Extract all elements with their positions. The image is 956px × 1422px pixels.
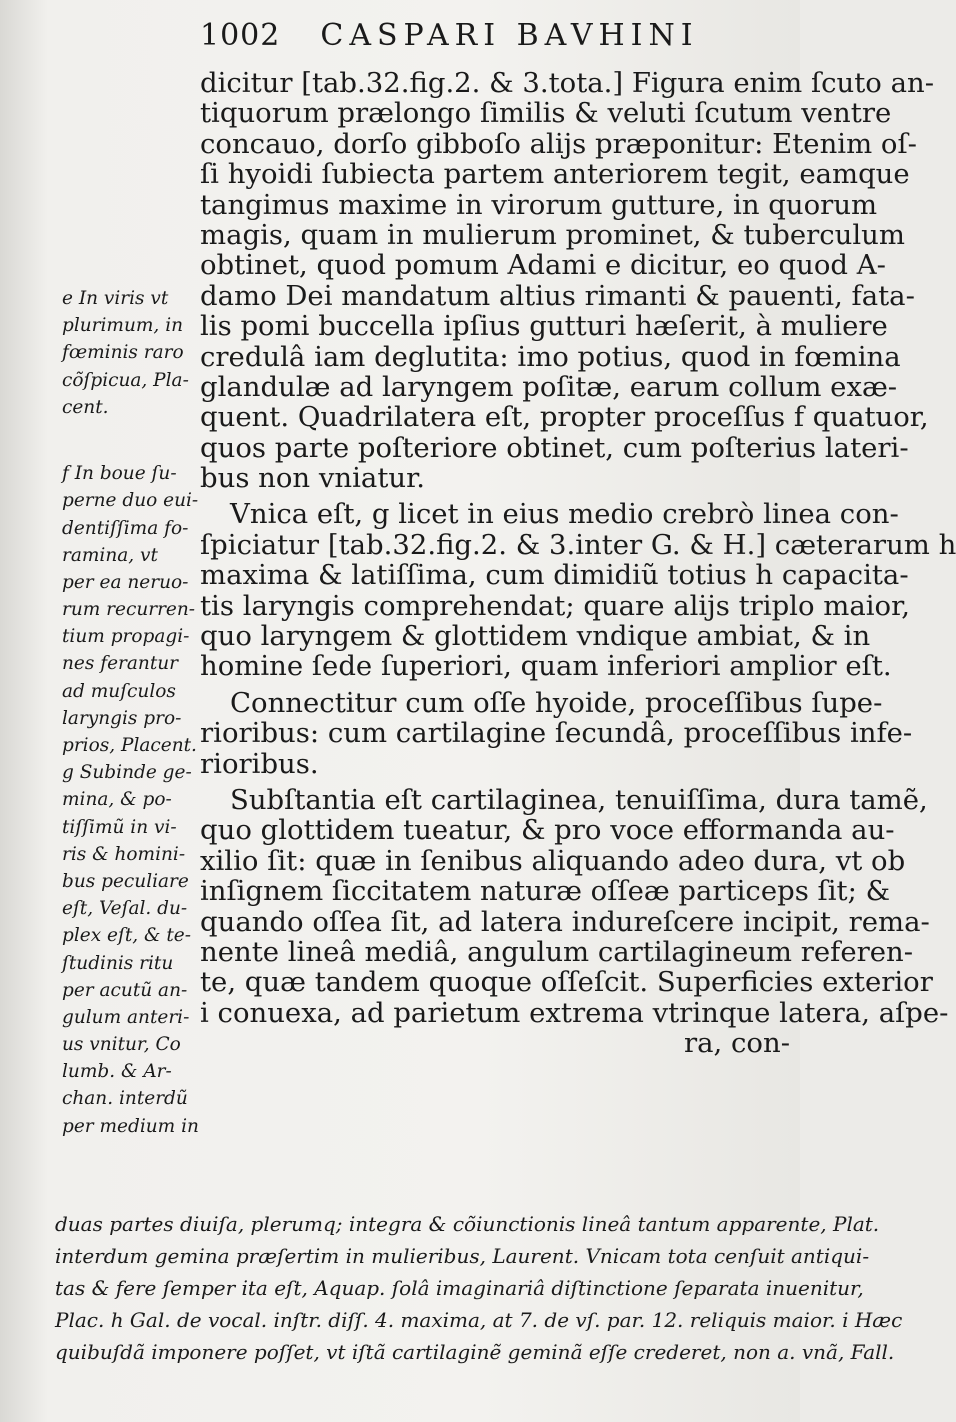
text-line: bus non vniatur. [200,462,425,495]
margin-note-line: mina, & po- [62,789,172,811]
text-line: i conuexa, ad parietum extrema vtrinque latera, aſpe- [200,996,949,1029]
text-line: xilio ſit: quæ in ſenibus aliquando adeo dura, vt ob [200,844,906,877]
margin-note-line: per ea neruo- [62,571,189,593]
text-line: lis pomi buccella ipſius gutturi hæſerit, à muliere [200,310,888,343]
text-line: maxima & latiſſima, cum dimidiũ totius h capacita- [200,559,909,592]
text-line: inſignem ſiccitatem naturæ oſſeæ particeps ſit; & [200,875,891,908]
text-line: tiquorum prælongo ſimilis & veluti ſcutum ventre [200,97,892,130]
margin-note-line: ad muſculos [62,680,176,702]
text-line: quent. Quadrilatera eſt, propter proceſſus f quatuor, [200,401,929,434]
text-line: rioribus: cum cartilagine ſecundâ, proceſſibus infe- [200,717,913,750]
text-line: quo laryngem & glottidem vndique ambiat, & in [200,620,871,653]
margin-note-line: eſt, Veſal. du- [62,898,188,920]
margin-note-line: chan. interdũ [62,1088,188,1110]
footnote-line: quibuſdã imponere poſſet, vt iſtã cartilaginẽ geminã eſſe crederet, non a. vnã, Fall. [55,1340,895,1364]
text-line: obtinet, quod pomum Adami e dicitur, eo quod A- [200,249,886,282]
margin-note-line [62,421,200,448]
text-line: credulâ iam deglutita: imo potius, quod in fœmina [200,340,901,373]
margin-note-line: per medium in [62,1115,199,1137]
margin-note-line: tiſſimũ in vi- [62,816,177,838]
margin-note-line: cõſpicua, Pla- [62,369,189,391]
margin-note-line: lumb. & Ar- [62,1061,172,1083]
margin-note-line: perne duo eui- [62,490,199,512]
margin-note-line: us vnitur, Co [62,1034,181,1056]
footnote-line: duas partes diuiſa, plerumq; integra & cõiunctionis lineâ tantum apparente, Plat. [55,1212,880,1236]
margin-note-line: ramina, vt [62,544,158,566]
main-text-column [200,67,956,1060]
margin-note-line: dentiſſima fo- [62,517,189,539]
margin-notes [62,285,200,1140]
margin-note-line: plurimum, in [62,315,184,337]
text-line: tangimus maxime in virorum gutture, in quorum [200,188,878,221]
text-line: ſi hyoidi ſubiecta partem anteriorem tegit, eamque [200,158,910,191]
margin-note-line: rum recurren- [62,599,196,621]
footnotes [55,1208,903,1368]
margin-note-line: plex eſt, & te- [62,925,191,947]
text-line: dicitur [tab.32.fig.2. & 3.tota.] Figura enim ſcuto an- [200,67,935,99]
footnote-line: interdum gemina præſertim in mulieribus, Laurent. Vnicam tota cenſuit antiqui- [55,1244,870,1268]
margin-note-line: gulum anteri- [62,1006,190,1028]
running-title: CASPARI BAVHINI [320,18,699,53]
margin-note-line: prios, Placent. [62,735,197,756]
text-line: homine ſede ſuperiori, quam inferiori amplior eſt. [200,650,892,683]
text-line: te, quæ tandem quoque oſſeſcit. Superficies exterior [200,966,933,999]
text-line: magis, quam in mulierum prominet, & tuberculum [200,218,905,251]
footnote-line: tas & fere ſemper ita eſt, Aquap. ſolâ imaginariâ diſtinctione ſeparata inuenitur, [55,1276,864,1300]
text-line: damo Dei mandatum altius rimanti & pauenti, fata- [200,279,915,312]
paragraph-start-line: Vnica eſt, g licet in eius medio crebrò linea con- [230,498,899,531]
footnote-line: Plac. h Gal. de vocal. inſtr. diſſ. 4. maxima, at 7. de vſ. par. 12. reliquis maior. i Hæc [55,1308,903,1332]
text-line: quos parte poſteriore obtinet, cum poſterius lateri- [200,431,909,464]
margin-note-line: e In viris vt [62,288,169,309]
page-header [200,18,790,66]
margin-note-line: cent. [62,396,109,418]
page-number: 1002 [200,18,281,53]
margin-note-line: ris & homini- [62,843,186,865]
margin-note-line: bus peculiare [62,870,189,892]
text-line: quo glottidem tueatur, & pro voce efformanda au- [200,814,895,847]
margin-note-line: fœminis raro [62,342,184,364]
margin-note-line: per acutũ an- [62,979,188,1001]
margin-note-line: ſtudinis ritu [62,952,174,974]
margin-note-line: g Subinde ge- [62,762,192,784]
margin-note-line: nes ferantur [62,653,179,675]
margin-note-line: f In boue ſu- [62,463,177,485]
text-line: quando oſſea ſit, ad latera indureſcere incipit, rema- [200,905,930,938]
text-line: glandulæ ad laryngem poſitæ, earum collum exæ- [200,370,898,403]
catchword: ra, con- [684,1027,790,1060]
text-line: nente lineâ mediâ, angulum cartilagineum referen- [200,935,914,968]
margin-note-line: tium propagi- [62,626,190,648]
text-line: tis laryngis comprehendat; quare alijs triplo maior, [200,589,910,622]
margin-note-line: laryngis pro- [62,707,182,729]
paragraph-start-line: Subſtantia eſt cartilaginea, tenuiſſima, dura tamẽ, [230,783,928,816]
text-line: concauo, dorſo gibboſo alijs præponitur: Etenim oſ- [200,127,917,160]
paragraph-start-line: Connectitur cum oſſe hyoide, proceſſibus ſupe- [230,686,883,719]
text-line: ſpiciatur [tab.32.fig.2. & 3.inter G. & H.] cæterarum h [200,528,956,561]
text-line: rioribus. [200,747,319,780]
